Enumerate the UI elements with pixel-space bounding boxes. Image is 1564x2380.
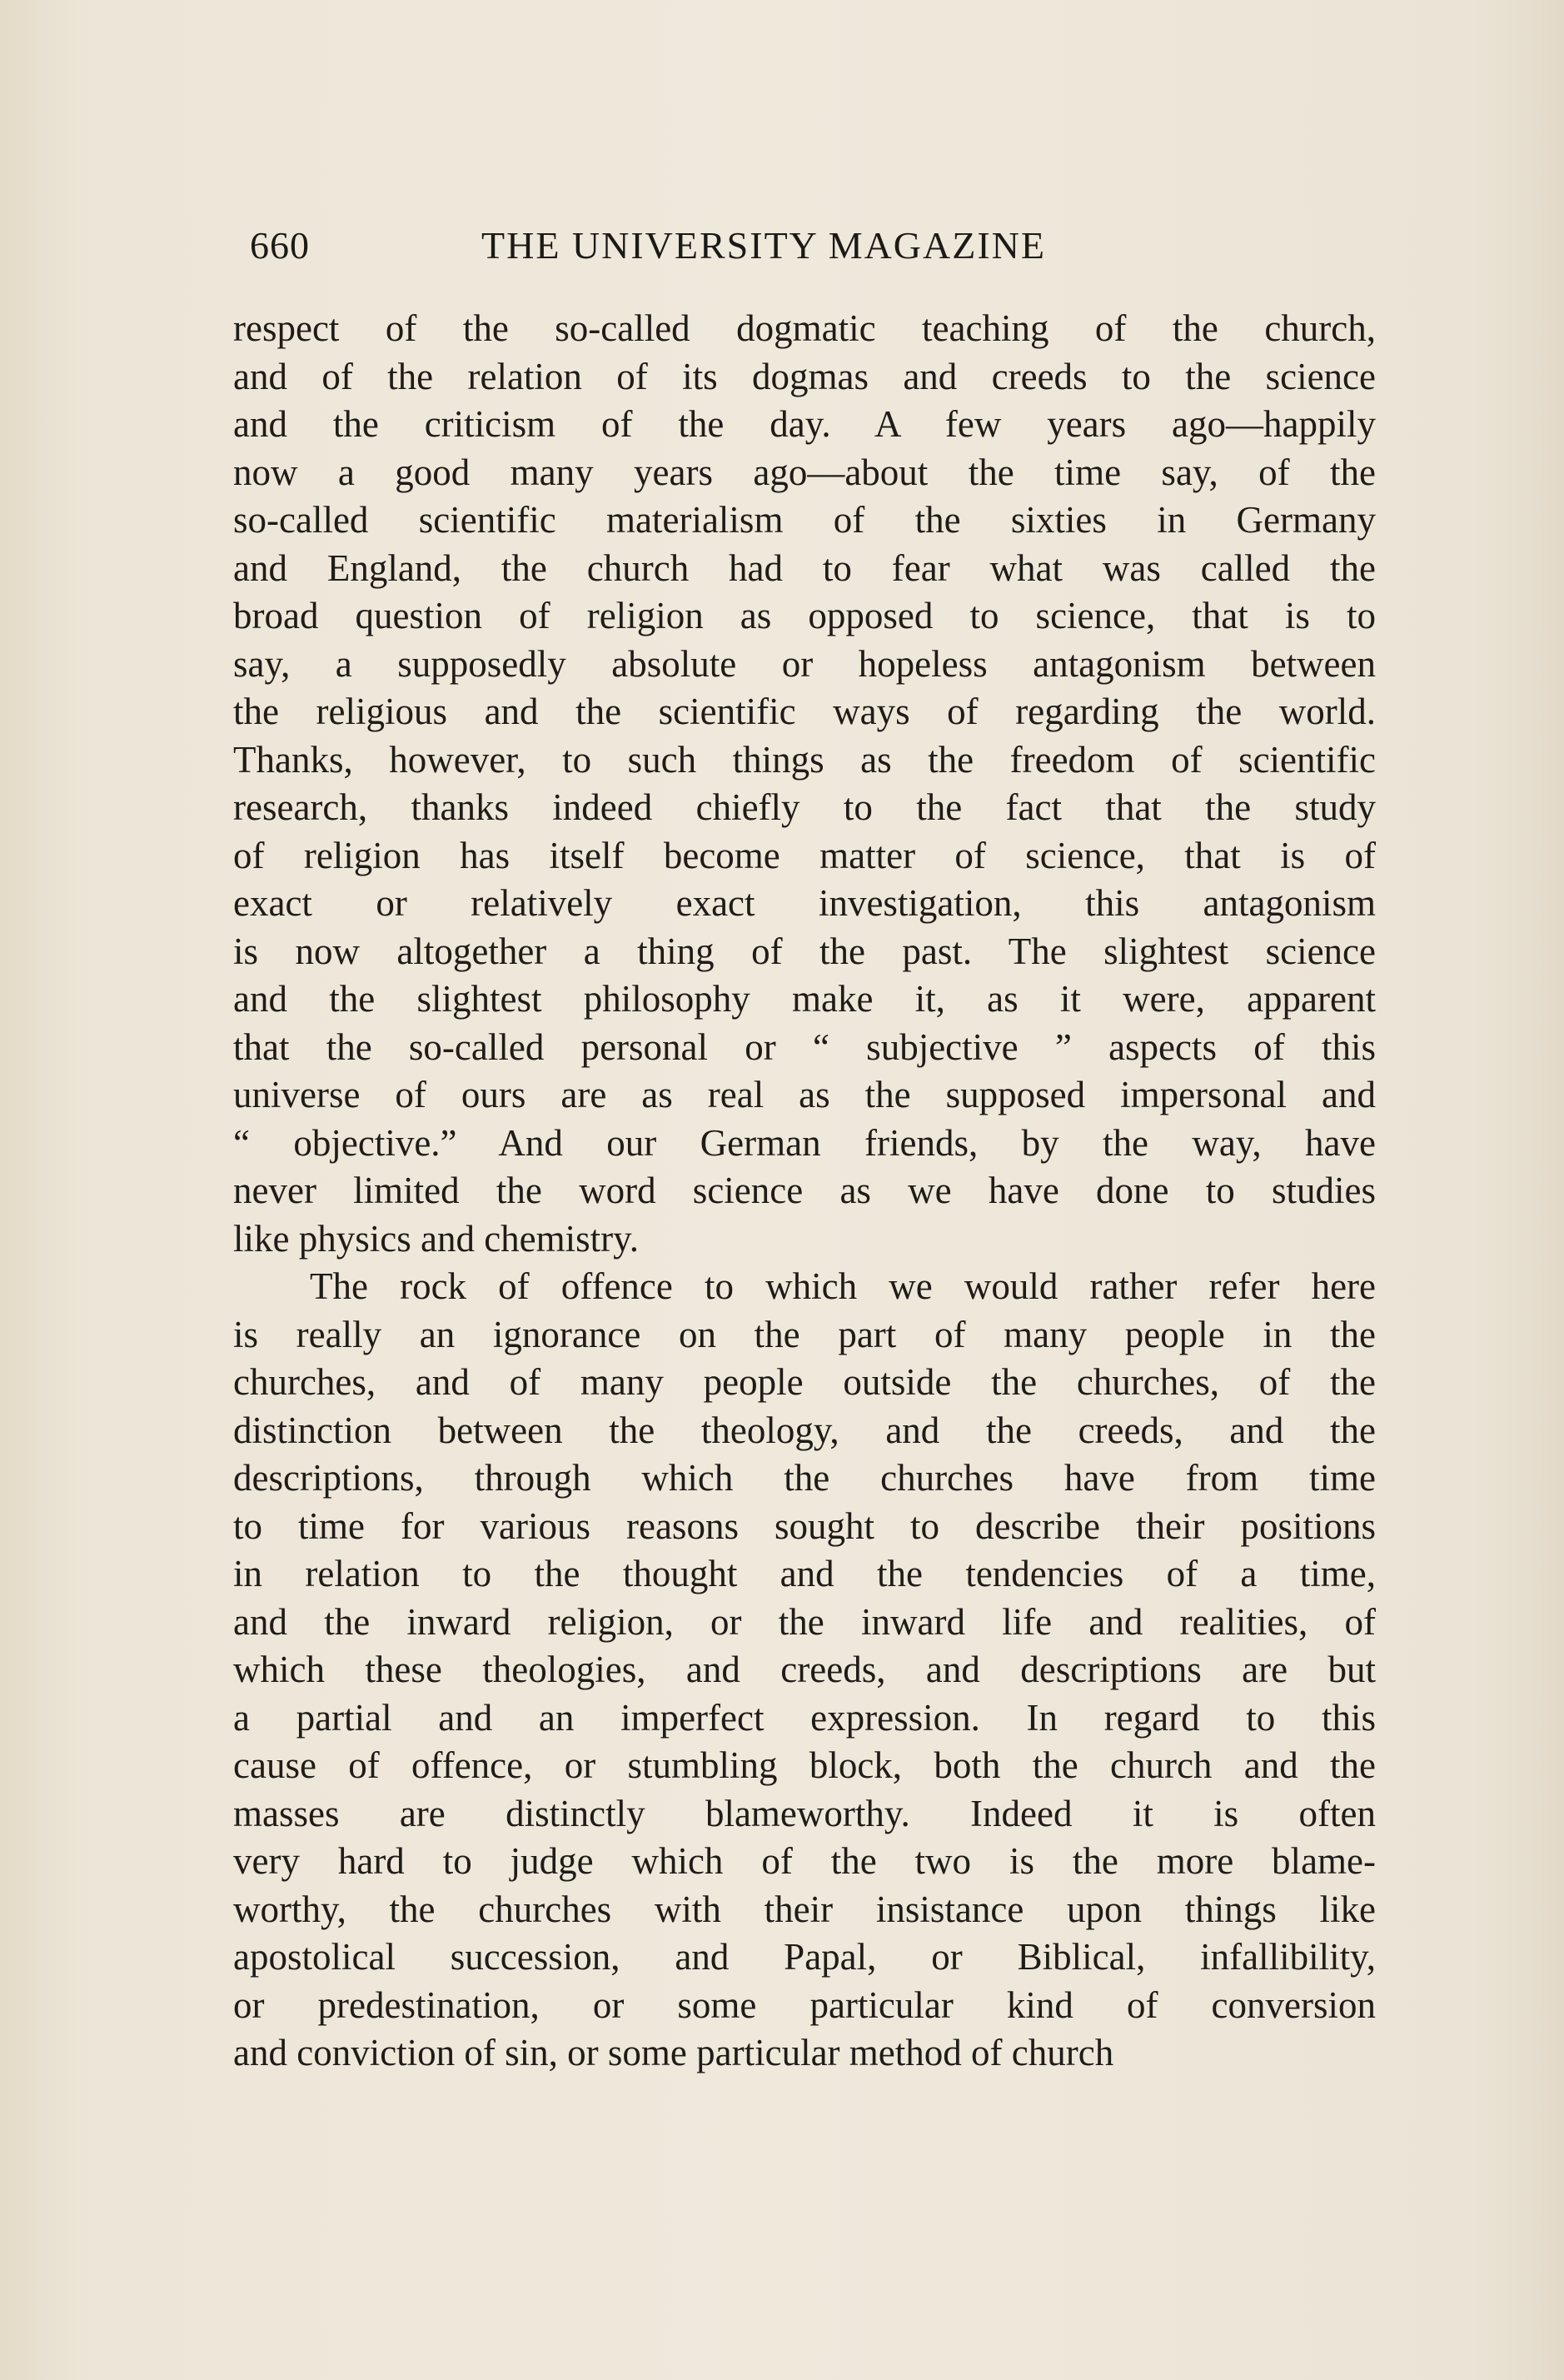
text-line: that the so-called personal or “ subjective ” aspects of this	[233, 1025, 1376, 1068]
page-number: 660	[250, 224, 310, 267]
text-line: broad question of religion as opposed to science, that is to	[233, 595, 1376, 636]
text-line: exact or relatively exact investigation, this antagonism	[233, 882, 1376, 924]
text-line: universe of ours are as real as the supposed impersonal and	[233, 1074, 1376, 1115]
text-line: research, thanks indeed chiefly to the fact that the study	[233, 786, 1376, 828]
text-line: The rock of offence to which we would rather refer here	[310, 1265, 1376, 1307]
body-text	[233, 305, 1376, 2078]
text-line: now a good many years ago—about the time say, of the	[233, 451, 1376, 493]
text-line: which these theologies, and creeds, and descriptions are but	[233, 1649, 1376, 1690]
text-line: or predestination, or some particular kind of conversion	[233, 1983, 1376, 2026]
text-line: to time for various reasons sought to describe their positions	[233, 1504, 1376, 1547]
running-head: THE UNIVERSITY MAGAZINE	[481, 224, 1046, 267]
text-line: like physics and chemistry.	[233, 1217, 639, 1260]
text-line: cause of offence, or stumbling block, both the church and the	[233, 1744, 1376, 1786]
text-line: respect of the so-called dogmatic teaching of the church,	[233, 307, 1376, 349]
text-line: and England, the church had to fear what was called the	[233, 546, 1376, 589]
text-line: “ objective.” And our German friends, by the way, have	[233, 1121, 1376, 1164]
paragraph	[233, 305, 1376, 1263]
text-line: and conviction of sin, or some particular method of church	[233, 2032, 1114, 2073]
text-line: the religious and the scientific ways of regarding the world.	[233, 691, 1376, 732]
paragraph	[233, 1263, 1376, 2078]
text-line: churches, and of many people outside the churches, of the	[233, 1361, 1376, 1403]
text-line: descriptions, through which the churches have from time	[233, 1457, 1376, 1499]
text-line: apostolical succession, and Papal, or Biblical, infallibility,	[233, 1936, 1376, 1978]
text-line: and the slightest philosophy make it, as it were, apparent	[233, 978, 1376, 1020]
text-line: say, a supposedly absolute or hopeless antagonism between	[233, 642, 1376, 685]
text-line: a partial and an imperfect expression. In regard to this	[233, 1696, 1376, 1739]
text-line: and the criticism of the day. A few years ago—happily	[233, 403, 1376, 445]
text-line: is now altogether a thing of the past. The slightest science	[233, 930, 1376, 972]
text-line: and of the relation of its dogmas and creeds to the science	[233, 355, 1376, 397]
text-line: in relation to the thought and the tendencies of a time,	[233, 1553, 1376, 1594]
text-line: worthy, the churches with their insistance upon things like	[233, 1888, 1376, 1930]
text-line: masses are distinctly blameworthy. Indeed it is often	[233, 1792, 1376, 1834]
text-line: so-called scientific materialism of the sixties in Germany	[233, 499, 1376, 541]
text-line: distinction between the theology, and the creeds, and the	[233, 1409, 1376, 1451]
text-line: very hard to judge which of the two is the more blame-	[233, 1840, 1376, 1882]
page-header	[250, 223, 1382, 282]
text-line: is really an ignorance on the part of many people in the	[233, 1313, 1376, 1355]
text-line: Thanks, however, to such things as the freedom of scientific	[233, 738, 1376, 781]
text-line: of religion has itself become matter of science, that is of	[233, 834, 1376, 876]
text-line: and the inward religion, or the inward life and realities, of	[233, 1600, 1376, 1643]
text-line: never limited the word science as we have done to studies	[233, 1170, 1376, 1211]
